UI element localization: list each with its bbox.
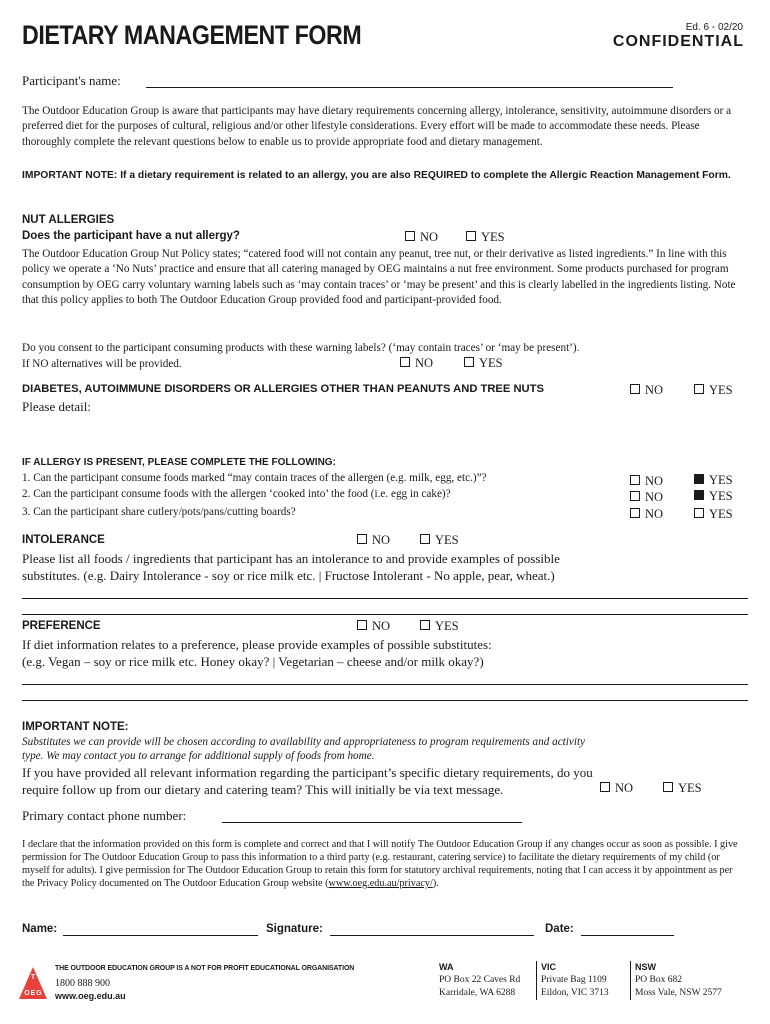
nut-allergies-heading: NUT ALLERGIES [22, 214, 115, 226]
office-vic [536, 961, 629, 1000]
q1-yes-option[interactable]: YES [694, 473, 733, 488]
office-state: NSW [635, 962, 656, 972]
preference-instructions-line1: If diet information relates to a preference, please provide examples of possible substitutes: [22, 637, 492, 652]
preference-instructions-line2: (e.g. Vegan – soy or rice milk etc. Honey okay? | Vegetarian – cheese and/or milk okay?) [22, 654, 484, 669]
preference-answer-line-2[interactable] [22, 700, 748, 701]
intolerance-answer-line-1[interactable] [22, 598, 748, 599]
declaration-paragraph: I declare that the information provided on this form is complete and correct and that I will notify The Outdoor Education Group if any changes occur as soon as possible. I give permission for The Outdoor Education Group to pass this information to a third party (e.g. restaurant, catering service) to facilitate the dietary requirements of my child (or myself for adults). I give permission for The Outdoor Education Group to retain this form for statutory archival requirements, noting that I can access it by appointment as per the Privacy Policy documented on The Outdoor Education Group website (www.oeg.edu.au/privacy/). [22, 839, 738, 889]
checkbox-icon[interactable] [357, 534, 367, 544]
svg-text:E: E [30, 990, 36, 997]
nut-allergy-question: Does the participant have a nut allergy? [22, 230, 240, 242]
nut-policy-paragraph: The Outdoor Education Group Nut Policy states; “catered food will not contain any peanut, tree nut, or their derivative as listed ingredients.” In line with this policy we operate a ‘No Nuts’ practice and ensure that all catering managed by OEG maintains a nut free environment. Some products purchased for program consumption by OEG carry voluntary warning labels such as ‘may contain traces’ or ‘may be present’ and this is clearly labelled in the ingredients listing. Note that this policy applies to both The Outdoor Education Group provided food and participant-provided food. [22, 248, 736, 307]
no-alternatives-note: If NO alternatives will be provided. [22, 358, 182, 370]
office-address-line1: PO Box 682 [635, 975, 682, 985]
date-field[interactable] [581, 935, 674, 936]
intolerance-instructions-line1: Please list all foods / ingredients that participant has an intolerance to and provide examples of possible [22, 551, 560, 566]
phone-number-field[interactable] [222, 822, 522, 823]
diabetes-heading: DIABETES, AUTOIMMUNE DISORDERS OR ALLERGIES OTHER THAN PEANUTS AND TREE NUTS [22, 383, 544, 395]
preference-yes-option[interactable]: YES [420, 619, 459, 634]
office-address-line2: Karridale, WA 6288 [439, 988, 516, 998]
checkbox-icon[interactable] [420, 534, 430, 544]
consent-no-option[interactable]: NO [400, 356, 433, 371]
checkbox-icon[interactable] [357, 620, 367, 630]
office-address-line2: Moss Vale, NSW 2577 [635, 988, 722, 998]
checkbox-icon[interactable] [694, 384, 704, 394]
follow-up-no-option[interactable]: NO [600, 781, 633, 796]
q3-no-option[interactable]: NO [630, 507, 663, 522]
office-wa [435, 961, 535, 1000]
edition-label: Ed. 6 - 02/20 [685, 22, 743, 33]
svg-text:T: T [30, 974, 36, 981]
allergy-question-1: 1. Can the participant consume foods marked “may contain traces of the allergen (e.g. milk, egg, etc.)”? [22, 472, 487, 484]
diabetes-no-option[interactable]: NO [630, 383, 663, 398]
intolerance-yes-option[interactable]: YES [420, 533, 459, 548]
checkbox-icon[interactable] [630, 508, 640, 518]
intolerance-no-option[interactable]: NO [357, 533, 390, 548]
substitutes-note-line1: Substitutes we can provide will be chosen according to availability and appropriateness to program requirements and activity [22, 736, 586, 748]
oeg-logo-icon [18, 966, 48, 1000]
follow-up-yes-option[interactable]: YES [663, 781, 702, 796]
footer-website[interactable]: www.oeg.edu.au [55, 991, 126, 1001]
checkbox-icon[interactable] [466, 231, 476, 241]
nut-allergy-no-option[interactable]: NO [405, 230, 438, 245]
preference-no-option[interactable]: NO [357, 619, 390, 634]
intolerance-instructions-line2: substitutes. (e.g. Dairy Intolerance - soy or rice milk etc. | Fructose Intolerant - No apple, pear, wheat.) [22, 568, 555, 583]
svg-text:G: G [36, 990, 42, 997]
allergy-question-2: 2. Can the participant consume foods with the allergen ‘cooked into’ the food (i.e. egg in cake)? [22, 488, 451, 500]
nut-allergy-yes-option[interactable]: YES [466, 230, 505, 245]
warning-label-consent-question: Do you consent to the participant consuming products with these warning labels? (‘may contain traces’ or ‘may be present’). [22, 342, 580, 354]
checkbox-icon[interactable] [630, 384, 640, 394]
form-title: DIETARY MANAGEMENT FORM [22, 20, 362, 50]
checkbox-icon[interactable] [694, 508, 704, 518]
oeg-logo [18, 966, 48, 1000]
organisation-statement: THE OUTDOOR EDUCATION GROUP IS A NOT FOR PROFIT EDUCATIONAL ORGANISATION [55, 965, 355, 972]
follow-up-question-line1: If you have provided all relevant information regarding the participant’s specific dietary requirements, do you [22, 765, 593, 780]
name-label: Name: [22, 923, 58, 935]
intolerance-answer-line-2[interactable] [22, 614, 748, 615]
office-nsw [630, 961, 741, 1000]
footer-phone: 1800 888 900 [55, 978, 110, 989]
checked-checkbox-icon[interactable] [694, 490, 704, 500]
consent-yes-option[interactable]: YES [464, 356, 503, 371]
date-label: Date: [545, 923, 574, 935]
checkbox-icon[interactable] [630, 475, 640, 485]
privacy-policy-link[interactable]: www.oeg.edu.au/privacy/ [328, 878, 433, 889]
checkbox-icon[interactable] [400, 357, 410, 367]
important-note-heading: IMPORTANT NOTE: [22, 721, 129, 733]
allergy-present-heading: IF ALLERGY IS PRESENT, PLEASE COMPLETE THE FOLLOWING: [22, 457, 336, 468]
q2-no-option[interactable]: NO [630, 490, 663, 505]
q3-yes-option[interactable]: YES [694, 507, 733, 522]
confidential-label: CONFIDENTIAL [612, 33, 744, 50]
svg-text:O: O [24, 990, 30, 997]
office-address-line2: Eildon, VIC 3713 [541, 988, 609, 998]
office-address-line1: PO Box 22 Caves Rd [439, 975, 521, 985]
preference-heading: PREFERENCE [22, 620, 101, 632]
checkbox-icon[interactable] [630, 491, 640, 501]
checkbox-icon[interactable] [464, 357, 474, 367]
q1-no-option[interactable]: NO [630, 474, 663, 489]
please-detail-label: Please detail: [22, 399, 91, 414]
participant-name-label: Participant's name: [22, 73, 121, 88]
q2-yes-option[interactable]: YES [694, 489, 733, 504]
signature-label: Signature: [266, 923, 323, 935]
office-state: VIC [541, 962, 557, 972]
follow-up-question-line2: require follow up from our dietary and catering team? This will initially be via text message. [22, 782, 504, 797]
office-state: WA [439, 962, 454, 972]
signature-field[interactable] [330, 935, 534, 936]
participant-name-field[interactable] [146, 87, 673, 88]
checkbox-icon[interactable] [600, 782, 610, 792]
checkbox-icon[interactable] [420, 620, 430, 630]
intolerance-heading: INTOLERANCE [22, 534, 105, 546]
checkbox-icon[interactable] [663, 782, 673, 792]
office-address-line1: Private Bag 1109 [541, 975, 607, 985]
allergy-form-note: IMPORTANT NOTE: If a dietary requirement is related to an allergy, you are also REQUIRED to complete the Allergic Reaction Management Form. [22, 170, 731, 181]
intro-paragraph: The Outdoor Education Group is aware that participants may have dietary requirements concerning allergy, intolerance, sensitivity, autoimmune disorders or a preferred diet for the purposes of cultural, religious and/or other lifestyle considerations. Every effort will be made to accommodate these needs. Please thoroughly complete the relevant questions below to enable us to provide appropriate food and dietary management. [22, 105, 732, 148]
substitutes-note-line2: type. We may contact you to arrange for additional supply of foods from home. [22, 750, 375, 762]
checkbox-icon[interactable] [405, 231, 415, 241]
checked-checkbox-icon[interactable] [694, 474, 704, 484]
allergy-question-3: 3. Can the participant share cutlery/pots/pans/cutting boards? [22, 506, 296, 518]
diabetes-yes-option[interactable]: YES [694, 383, 733, 398]
name-field[interactable] [63, 935, 258, 936]
preference-answer-line-1[interactable] [22, 684, 748, 685]
phone-number-label: Primary contact phone number: [22, 808, 187, 823]
